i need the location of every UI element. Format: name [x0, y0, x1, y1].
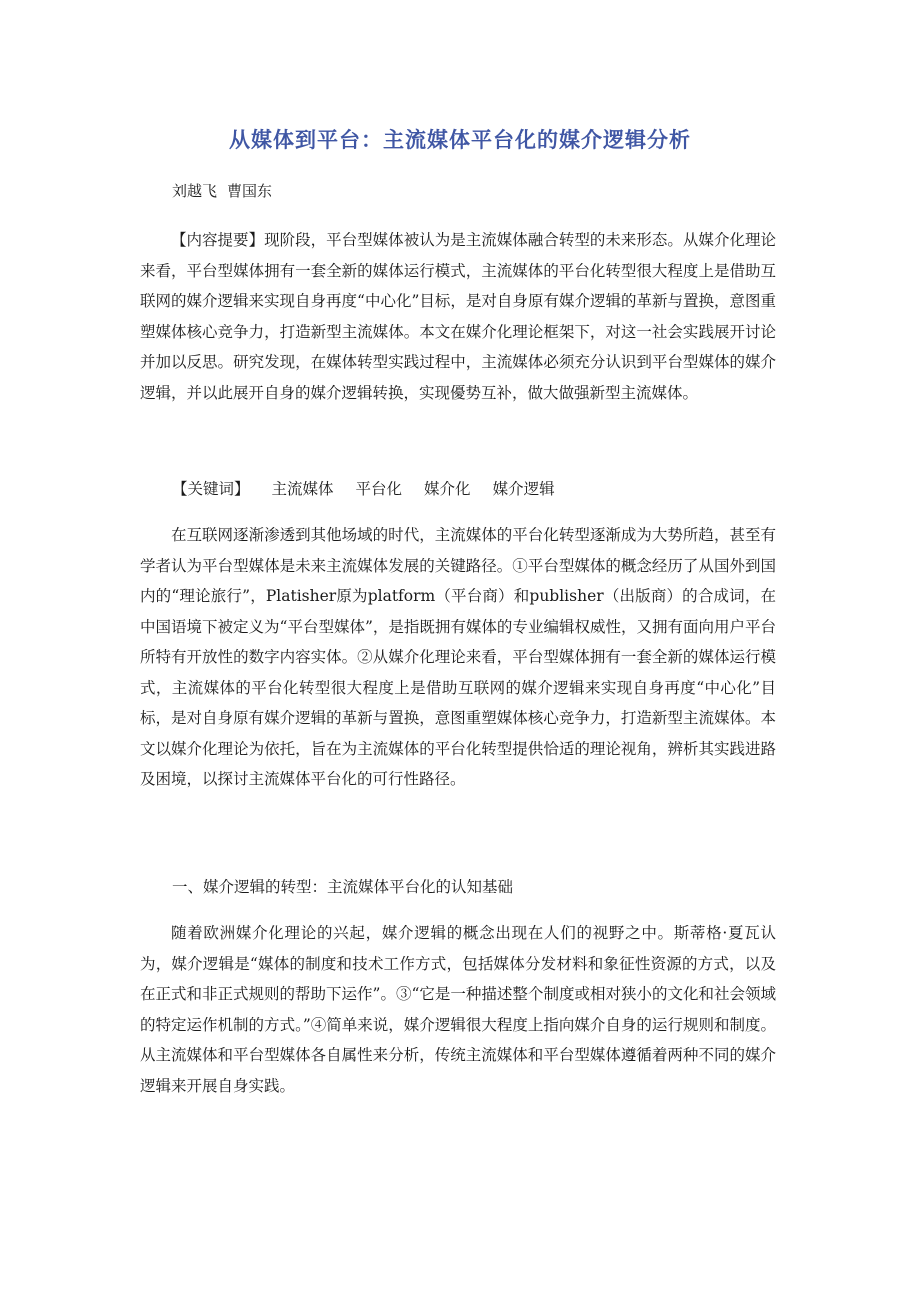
keywords-line — [172, 474, 555, 504]
author-line — [172, 180, 272, 201]
document-title: 从媒体到平台：主流媒体平台化的媒介逻辑分析 — [229, 128, 691, 152]
section-paragraph: 随着欧洲媒介化理论的兴起，媒介逻辑的概念出现在人们的视野之中。斯蒂格·夏瓦认为，媒介逻辑是“媒体的制度和技术工作方式，包括媒体分发材料和象征性资源的方式，以及在正式和非正式规则的帮助下运作”。③“它是一种描述整个制度或相对狭小的文化和社会领域的特定运作机制的方式。”④简单来说，媒介逻辑很大程度上指向媒介自身的运行规则和制度。从主流媒体和平台型媒体各自属性来分析，传统主流媒体和平台型媒体遵循着两种不同的媒介逻辑来开展自身实践。 — [140, 924, 776, 1095]
keyword: 媒介化 — [424, 480, 471, 498]
author-name: 刘越飞 — [172, 182, 218, 200]
abstract-paragraph: 【内容提要】现阶段，平台型媒体被认为是主流媒体融合转型的未来形态。从媒介化理论来看，平台型媒体拥有一套全新的媒体运行模式，主流媒体的平台化转型很大程度上是借助互联网的媒介逻辑来实现自身再度“中心化”目标，是对自身原有媒介逻辑的革新与置换，意图重塑媒体核心竞争力，打造新型主流媒体。本文在媒介化理论框架下，对这一社会实践展开讨论并加以反思。研究发现，在媒体转型实践过程中，主流媒体必须充分认识到平台型媒体的媒介逻辑，并以此展开自身的媒介逻辑转换，实现優势互补，做大做强新型主流媒体。 — [140, 231, 776, 402]
keyword: 媒介逻辑 — [492, 480, 555, 498]
keyword: 主流媒体 — [271, 480, 334, 498]
keyword: 平台化 — [355, 480, 403, 498]
intro-paragraph: 在互联网逐渐渗透到其他场域的时代，主流媒体的平台化转型逐渐成为大势所趋，甚至有学者认为平台型媒体是未来主流媒体发展的关键路径。①平台型媒体的概念经历了从国外到国内的“理论旅行”，Platisher原为platform（平台商）和publisher（出版商）的合成词，在中国语境下被定义为“平台型媒体”，是指既拥有媒体的专业编辑权威性，又拥有面向用户平台所特有开放性的数字内容实体。②从媒介化理论来看，平台型媒体拥有一套全新的媒体运行模式，主流媒体的平台化转型很大程度上是借助互联网的媒介逻辑来实现自身再度“中心化”目标，是对自身原有媒介逻辑的革新与置换，意图重塑媒体核心竞争力，打造新型主流媒体。本文以媒介化理论为依托，旨在为主流媒体的平台化转型提供恰适的理论视角，辨析其实践进路及困境，以探讨主流媒体平台化的可行性路径。 — [140, 526, 776, 788]
keywords-label: 【关键词】 — [172, 480, 250, 498]
section-heading: 一、媒介逻辑的转型：主流媒体平台化的认知基础 — [172, 878, 514, 896]
author-name: 曹国东 — [227, 182, 273, 200]
